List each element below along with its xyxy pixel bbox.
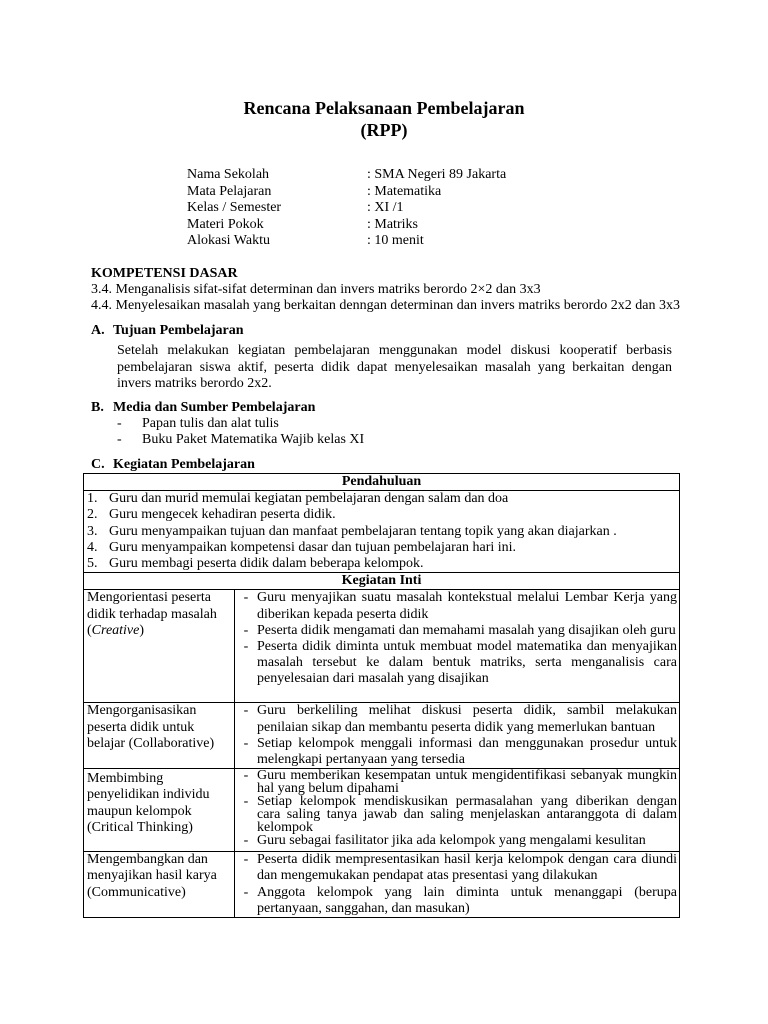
document-subtitle: (RPP): [360, 120, 408, 140]
media-list: [117, 416, 364, 448]
section-c-title: Kegiatan Pembelajaran: [113, 457, 255, 472]
info-row: [187, 200, 506, 217]
list-item: [87, 491, 676, 507]
kompetensi-list: [91, 282, 681, 314]
info-label: Alokasi Waktu: [187, 233, 270, 248]
identity-block: [187, 167, 506, 250]
dash: -: [117, 416, 122, 431]
info-value: : Matematika: [367, 183, 442, 199]
item-number: 4.: [87, 539, 98, 555]
phase-cell: Mengembangkan dan menyajikan hasil karya (Communicative): [84, 852, 235, 918]
activity-item: [235, 736, 677, 768]
activity-item: [235, 623, 677, 639]
table-row: [84, 590, 680, 703]
list-item-text: Buku Paket Matematika Wajib kelas XI: [142, 432, 365, 447]
info-value: : 10 menit: [367, 233, 424, 248]
activity-item: [235, 590, 677, 622]
list-item: [87, 524, 676, 540]
section-b-label: B.: [91, 400, 104, 415]
item-number: 3.: [87, 523, 98, 539]
section-a-title: Tujuan Pembelajaran: [113, 323, 244, 338]
activity-item: [235, 795, 677, 834]
activity-item: [235, 852, 677, 884]
list-item: [87, 540, 676, 556]
activity-cell: [235, 703, 680, 769]
phase-label-emphasis: Creative: [91, 622, 140, 638]
section-b-title: Media dan Sumber Pembelajaran: [113, 400, 316, 415]
kegiatan-table: [83, 473, 680, 918]
activity-text: Guru sebagai fasilitator jika ada kelompok yang mengalami kesulitan: [257, 833, 646, 849]
kegiatan-inti-header: Kegiatan Inti: [84, 573, 680, 590]
table-row: [84, 703, 680, 769]
activity-text: Guru menyajikan suatu masalah kontekstual melalui Lembar Kerja yang diberikan kepada peserta didik: [257, 590, 677, 622]
info-row: [187, 233, 506, 250]
kompetensi-heading: KOMPETENSI DASAR: [91, 266, 238, 281]
dash: -: [243, 590, 249, 606]
list-item: [87, 556, 676, 572]
activity-text: Peserta didik mempresentasikan hasil kerja kelompok dengan cara diundi dan mengemukakan pendapat atas presentasi yang dilakukan: [257, 852, 677, 884]
document-title: Rencana Pelaksanaan Pembelajaran: [243, 98, 525, 118]
activity-text: Setiap kelompok mendiskusikan permasalahan yang diberikan dengan cara saling tanya jawab dan saling menjelaskan antaranggota di dalam kelompok: [257, 794, 677, 836]
section-c-heading: [91, 457, 681, 473]
info-value: : XI /1: [367, 200, 404, 215]
item-text: Guru mengecek kehadiran peserta didik.: [109, 507, 336, 523]
activity-cell: [235, 852, 680, 918]
pendahuluan-cell: [84, 491, 680, 573]
table-row: [84, 491, 680, 573]
activity-text: Anggota kelompok yang lain diminta untuk menanggapi (berupa pertanyaan, sanggahan, dan masukan): [257, 884, 677, 916]
section-a-label: A.: [91, 323, 105, 338]
table-row: [84, 474, 680, 491]
item-text: Guru menyampaikan kompetensi dasar dan tujuan pembelajaran hari ini.: [109, 539, 517, 555]
activity-item: [235, 834, 677, 847]
section-b-heading: [91, 400, 681, 416]
dash: -: [243, 703, 249, 719]
item-number: 5.: [87, 556, 98, 572]
activity-cell: [235, 590, 680, 703]
table-row: [84, 573, 680, 590]
info-label: Nama Sekolah: [187, 167, 270, 182]
info-row: [187, 167, 506, 184]
pendahuluan-header: Pendahuluan: [84, 474, 680, 491]
kompetensi-item: 3.4. Menganalisis sifat-sifat determinan dan invers matriks berordo 2×2 dan 3x3: [91, 282, 541, 297]
list-item-text: Papan tulis dan alat tulis: [142, 416, 279, 431]
phase-cell: Membimbing penyelidikan individu maupun kelompok (Critical Thinking): [84, 769, 235, 852]
info-value: : Matriks: [367, 216, 418, 232]
info-row: [187, 217, 506, 234]
info-label: Materi Pokok: [187, 216, 264, 232]
item-text: Guru membagi peserta didik dalam beberapa kelompok.: [109, 556, 424, 572]
dash: -: [243, 639, 249, 655]
list-item: [117, 432, 364, 448]
info-value: : SMA Negeri 89 Jakarta: [367, 167, 507, 182]
dash: -: [243, 768, 249, 784]
activity-item: [235, 769, 677, 795]
phase-label: Mengorientasi peserta didik terhadap masalah (: [87, 590, 217, 638]
dash: -: [243, 622, 249, 638]
kompetensi-item: 4.4. Menyelesaikan masalah yang berkaitan denngan determinan dan invers matriks berordo 2x2 dan 3x3: [91, 298, 680, 313]
activity-item: [235, 703, 677, 735]
tujuan-paragraph: Setelah melakukan kegiatan pembelajaran menggunakan model diskusi kooperatif berbasis pembelajaran siswa aktif, peserta didik dapat menyelesaikan masalah yang berkaitan dengan invers matriks berordo 2x2.: [117, 343, 672, 391]
list-item: [87, 507, 676, 523]
dash: -: [243, 833, 249, 849]
list-item: [117, 416, 364, 432]
activity-text: Peserta didik diminta untuk membuat model matematika dan menyajikan masalah tersebut ke dalam bentuk matriks, serta menganalisis cara penyelesaian dari masalah yang disajikan: [257, 639, 677, 687]
item-text: Guru dan murid memulai kegiatan pembelajaran dengan salam dan doa: [109, 491, 509, 507]
phase-cell: Mengorganisasikan peserta didik untuk belajar (Collaborative): [84, 703, 235, 769]
dash: -: [117, 432, 122, 447]
activity-text: Guru berkeliling melihat diskusi peserta didik, sambil melakukan penilaian sikap dan membantu peserta didik yang memerlukan bantuan: [257, 703, 677, 735]
item-number: 2.: [87, 507, 98, 523]
activity-text: Setiap kelompok menggali informasi dan menggunakan prosedur untuk melengkapi pertanyaan yang tersedia: [257, 735, 677, 768]
dash: -: [243, 852, 249, 868]
item-number: 1.: [87, 491, 98, 507]
info-row: [187, 184, 506, 201]
section-c-label: C.: [91, 457, 105, 472]
dash: -: [243, 735, 249, 751]
dash: -: [243, 794, 249, 810]
section-a-heading: [91, 323, 681, 339]
phase-label-end: ): [139, 622, 145, 638]
info-label: Mata Pelajaran: [187, 183, 272, 199]
table-row: [84, 852, 680, 918]
activity-item: [235, 639, 677, 688]
activity-cell: [235, 769, 680, 852]
activity-text: Guru memberikan kesempatan untuk mengidentifikasi sebanyak mungkin hal yang belum dipahami: [257, 768, 677, 797]
phase-cell: [84, 590, 235, 703]
activity-item: [235, 885, 677, 917]
table-row: [84, 769, 680, 852]
activity-text: Peserta didik mengamati dan memahami masalah yang disajikan oleh guru: [257, 622, 676, 638]
dash: -: [243, 884, 249, 900]
info-label: Kelas / Semester: [187, 200, 282, 215]
item-text: Guru menyampaikan tujuan dan manfaat pembelajaran tentang topik yang akan diajarkan .: [109, 523, 617, 539]
